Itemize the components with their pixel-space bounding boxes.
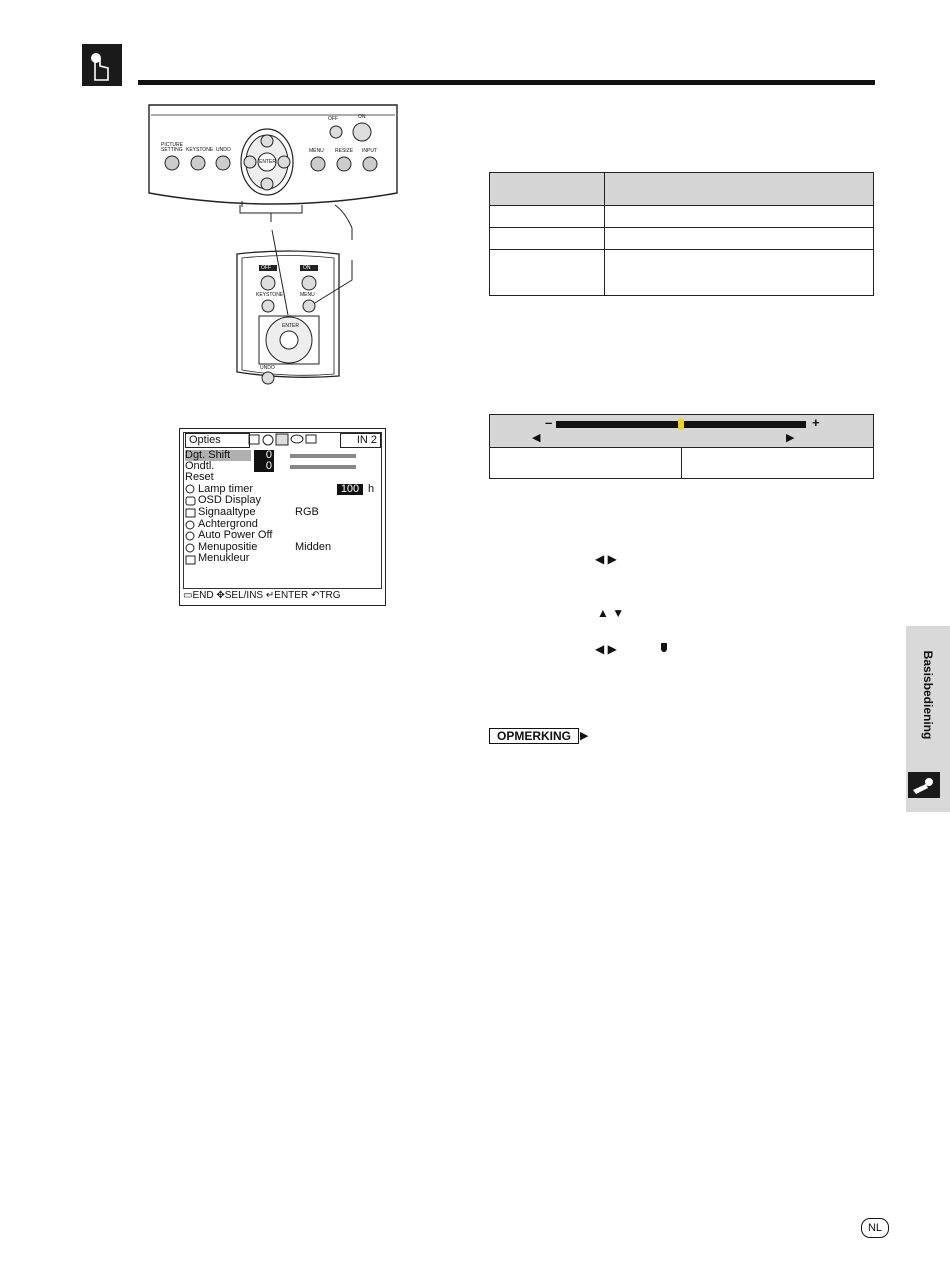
osd-input-label: IN 2 <box>340 433 381 448</box>
remote-keystone-label: KEYSTONE <box>256 292 284 298</box>
slider-minus: – <box>545 415 553 430</box>
on-label: ON <box>358 114 366 120</box>
slider-thumb[interactable] <box>678 419 684 430</box>
pointing-hand-icon <box>82 44 122 86</box>
osd-value: Midden <box>295 541 332 553</box>
pointing-hand-icon <box>908 772 940 798</box>
osd-row-ondtl[interactable]: Ondtl. <box>185 460 215 472</box>
osd-menu <box>179 428 386 606</box>
undo-label: UNDO <box>216 147 231 153</box>
picture-setting-label-2: SETTING <box>161 147 183 153</box>
osd-bar[interactable] <box>290 465 356 469</box>
left-arrow-icon: ◀ <box>532 432 541 444</box>
osd-footer-enter: ENTER <box>274 590 309 601</box>
header-rule <box>138 80 875 85</box>
osd-row-signaaltype[interactable]: Signaaltype <box>198 506 256 518</box>
return-icon: ↶ <box>310 590 320 601</box>
up-down-arrows-icon: ▲ ▼ <box>597 606 625 620</box>
osd-value: 100 <box>337 484 363 495</box>
osd-value: RGB <box>295 506 319 518</box>
table-cell <box>490 206 605 228</box>
remote-on-label: ON <box>303 265 311 271</box>
right-arrow-icon: ▶ <box>786 432 795 444</box>
table-cell <box>605 228 874 250</box>
off-label: OFF <box>328 116 338 122</box>
slider-plus: + <box>812 415 820 430</box>
osd-unit: h <box>368 483 375 495</box>
side-tab-label-box <box>906 640 950 750</box>
input-label: INPUT <box>362 148 377 154</box>
table-cell <box>605 250 874 296</box>
osd-row-icons <box>185 484 197 566</box>
osd-footer-end: END <box>192 590 214 601</box>
left-right-arrows-icon: ◀ ▶ <box>595 642 617 656</box>
note-label: OPMERKING <box>489 728 579 744</box>
table-header-cell <box>490 173 605 206</box>
osd-bar[interactable] <box>290 454 356 458</box>
osd-title: Opties <box>185 433 250 448</box>
enter-label: ENTER <box>259 159 276 165</box>
keystone-label: KEYSTONE <box>186 147 214 153</box>
table-cell <box>490 228 605 250</box>
table-cell <box>605 206 874 228</box>
remote-control <box>233 248 343 385</box>
table-cell <box>490 250 605 296</box>
osd-value: 0 <box>254 450 274 461</box>
left-right-arrows-icon: ◀ ▶ <box>595 552 617 566</box>
osd-row-menupositie[interactable]: Menupositie <box>198 541 258 553</box>
remote-undo-label: UNDO <box>260 365 275 371</box>
resize-label: RESIZE <box>335 148 354 154</box>
adjustment-table <box>489 172 874 296</box>
osd-row-osd-display[interactable]: OSD Display <box>198 494 261 506</box>
menu-label: MENU <box>309 148 324 154</box>
picture-setting-label: PICTURE <box>161 142 183 148</box>
osd-footer-trg: TRG <box>319 590 341 601</box>
remote-menu-label: MENU <box>300 292 315 298</box>
slider-header <box>490 415 873 448</box>
osd-tab-icons <box>248 433 328 446</box>
side-tab-label: Basisbediening <box>921 650 935 740</box>
sel-icon: ✥ <box>216 590 225 601</box>
marker-icon <box>661 643 667 652</box>
note-arrow-icon: ▶ <box>580 730 589 742</box>
slider-cell-left <box>490 448 682 478</box>
osd-row-auto-power-off[interactable]: Auto Power Off <box>198 529 273 541</box>
osd-row-lamp-timer[interactable]: Lamp timer <box>198 483 254 495</box>
language-badge: NL <box>861 1218 889 1238</box>
table-header-cell <box>605 173 874 206</box>
osd-value: 0 <box>254 461 274 472</box>
osd-footer <box>183 590 340 601</box>
remote-off-label: OFF <box>261 265 271 271</box>
slider-box <box>489 414 874 479</box>
projector-control-panel <box>147 103 399 207</box>
osd-row-menukleur[interactable]: Menukleur <box>198 552 250 564</box>
enter-icon: ↵ <box>265 590 275 601</box>
osd-row-reset[interactable]: Reset <box>185 471 214 483</box>
osd-footer-sel: SEL/INS <box>224 590 264 601</box>
osd-row-dgt-shift[interactable]: Dgt. Shift <box>185 450 251 461</box>
end-icon: ▭ <box>183 590 193 601</box>
remote-enter-label: ENTER <box>282 323 299 329</box>
osd-row-achtergrond[interactable]: Achtergrond <box>198 518 258 530</box>
